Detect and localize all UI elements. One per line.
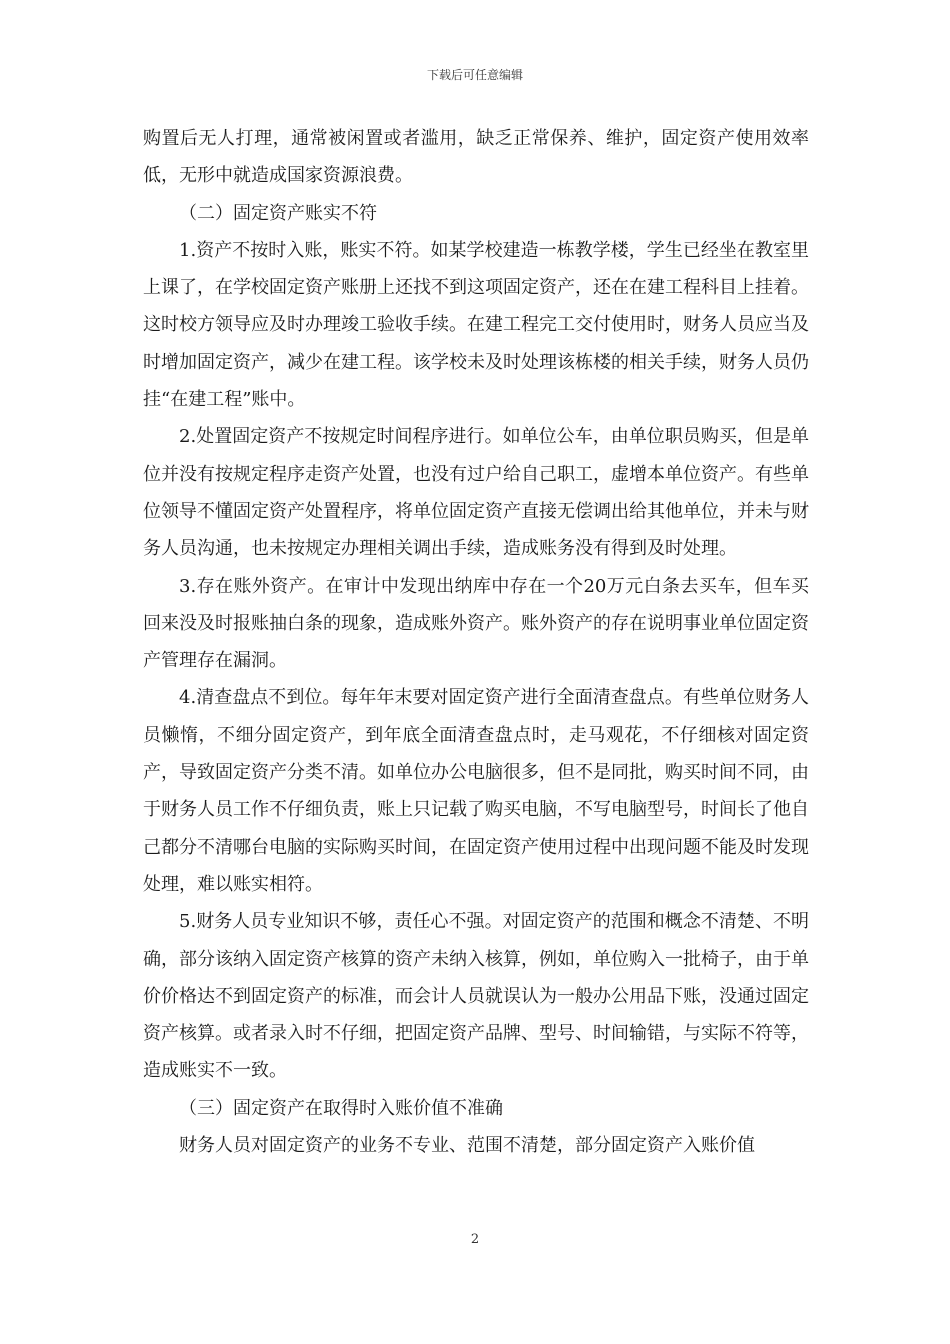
paragraph: 财务人员对固定资产的业务不专业、范围不清楚，部分固定资产入账价值 <box>179 1135 755 1157</box>
page-number: 2 <box>470 1232 480 1247</box>
section-heading: （二）固定资产账实不符 <box>179 202 377 224</box>
paragraph: 2.处置固定资产不按规定时间程序进行。如单位公车，由单位职员购买，但是单位并没有按规定程序走资产处置，也没有过户给自己职工，虚增本单位资产。有些单位领导不懂固定资产处置程序，将单位固定资产直接无偿调出给其他单位，并未与财务人员沟通，也未按规定办理相关调出手续，造成账务没有得到及时处理。 <box>143 426 809 560</box>
paragraph: 5.财务人员专业知识不够，责任心不强。对固定资产的范围和概念不清楚、不明确，部分该纳入固定资产核算的资产未纳入核算，例如，单位购入一批椅子，由于单价价格达不到固定资产的标准，而会计人员就误认为一般办公用品下账，没通过固定资产核算。或者录入时不仔细，把固定资产品牌、型号、时间输错，与实际不符等，造成账实不一致。 <box>143 911 809 1082</box>
paragraph: 4.清查盘点不到位。每年年末要对固定资产进行全面清查盘点。有些单位财务人员懒惰，不细分固定资产，到年底全面清查盘点时，走马观花，不仔细核对固定资产，导致固定资产分类不清。如单位办公电脑很多，但不是同批，购买时间不同，由于财务人员工作不仔细负责，账上只记载了购买电脑，不写电脑型号，时间长了他自己都分不清哪台电脑的实际购买时间，在固定资产使用过程中出现问题不能及时发现处理，难以账实相符。 <box>143 687 809 895</box>
paragraph: 1.资产不按时入账，账实不符。如某学校建造一栋教学楼，学生已经坐在教室里上课了，在学校固定资产账册上还找不到这项固定资产，还在在建工程科目上挂着。这时校方领导应及时办理竣工验收手续。在建工程完工交付使用时，财务人员应当及时增加固定资产，减少在建工程。该学校未及时处理该栋楼的相关手续，财务人员仍挂“在建工程”账中。 <box>143 239 809 411</box>
paragraph: 3.存在账外资产。在审计中发现出纳库中存在一个20万元白条去买车，但车买回来没及时报账抽白条的现象，造成账外资产。账外资产的存在说明事业单位固定资产管理存在漏洞。 <box>143 575 809 672</box>
page-header: 下载后可任意编辑 <box>426 68 523 82</box>
paragraph: 购置后无人打理，通常被闲置或者滥用，缺乏正常保养、维护，固定资产使用效率低，无形中就造成国家资源浪费。 <box>143 128 809 187</box>
section-heading: （三）固定资产在取得时入账价值不准确 <box>179 1097 503 1119</box>
document-body <box>143 120 809 1164</box>
